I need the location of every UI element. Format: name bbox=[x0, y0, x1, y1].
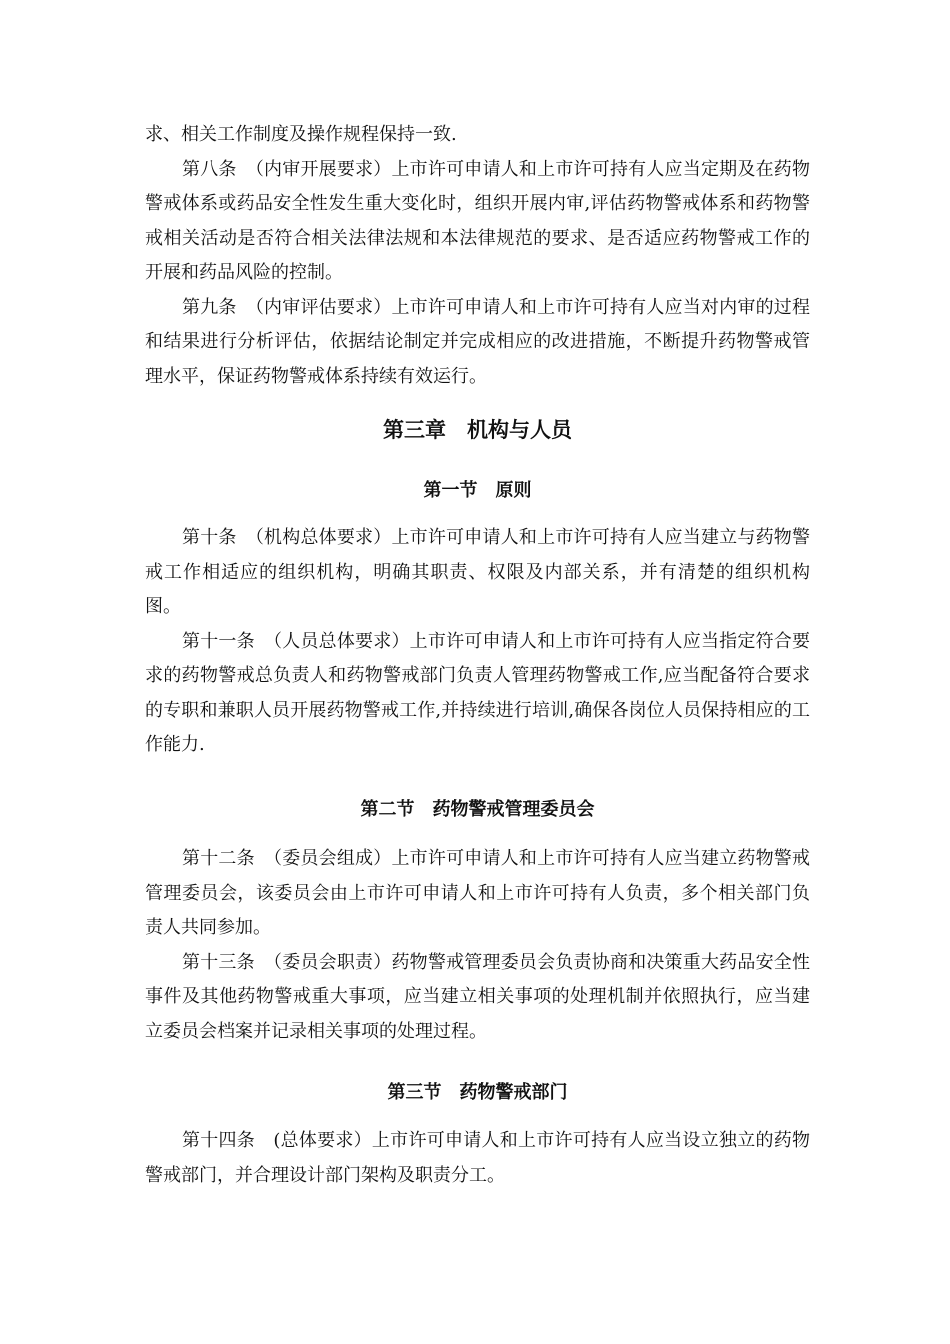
section-title-3: 第三节 药物警戒部门 bbox=[387, 1082, 568, 1103]
section-2-paragraphs bbox=[145, 842, 810, 1049]
chapter-title: 第三章 机构与人员 bbox=[383, 417, 572, 442]
paragraph-article-11: 第十一条 （人员总体要求）上市许可申请人和上市许可持有人应当指定符合要求的药物警戒总负责人和药物警戒部门负责人管理药物警戒工作,应当配备符合要求的专职和兼职人员开展药物警戒工作,并持续进行培训,确保各岗位人员保持相应的工作能力. bbox=[145, 630, 810, 755]
paragraph-article-14: 第十四条 (总体要求）上市许可申请人和上市许可持有人应当设立独立的药物警戒部门，并合理设计部门架构及职责分工。 bbox=[145, 1130, 810, 1186]
paragraph-article-10: 第十条 （机构总体要求）上市许可申请人和上市许可持有人应当建立与药物警戒工作相适应的组织机构，明确其职责、权限及内部关系，并有清楚的组织机构图。 bbox=[145, 527, 810, 617]
paragraph-article-12: 第十二条 （委员会组成）上市许可申请人和上市许可持有人应当建立药物警戒管理委员会，该委员会由上市许可申请人和上市许可持有人负责，多个相关部门负责人共同参加。 bbox=[145, 848, 810, 938]
section-title-1: 第一节 原则 bbox=[423, 480, 532, 501]
top-paragraphs bbox=[145, 118, 810, 394]
paragraph-article-9: 第九条 （内审评估要求）上市许可申请人和上市许可持有人应当对内审的过程和结果进行分析评估，依据结论制定并完成相应的改进措施，不断提升药物警戒管理水平，保证药物警戒体系持续有效运行。 bbox=[145, 296, 810, 387]
section-title-2: 第二节 药物警戒管理委员会 bbox=[360, 799, 595, 820]
paragraph-article-13: 第十三条 （委员会职责）药物警戒管理委员会负责协商和决策重大药品安全性事件及其他药物警戒重大事项，应当建立相关事项的处理机制并依照执行，应当建立委员会档案并记录相关事项的处理过程。 bbox=[145, 951, 810, 1042]
section-1-paragraphs bbox=[145, 521, 810, 763]
paragraph-continuation: 求、相关工作制度及操作规程保持一致. bbox=[145, 124, 457, 145]
section-3-paragraphs bbox=[145, 1124, 810, 1193]
paragraph-article-8: 第八条 （内审开展要求）上市许可申请人和上市许可持有人应当定期及在药物警戒体系或药品安全性发生重大变化时，组织开展内审,评估药物警戒体系和药物警戒相关活动是否符合相关法律法规和本法律规范的要求、是否适应药物警戒工作的开展和药品风险的控制。 bbox=[145, 158, 810, 283]
